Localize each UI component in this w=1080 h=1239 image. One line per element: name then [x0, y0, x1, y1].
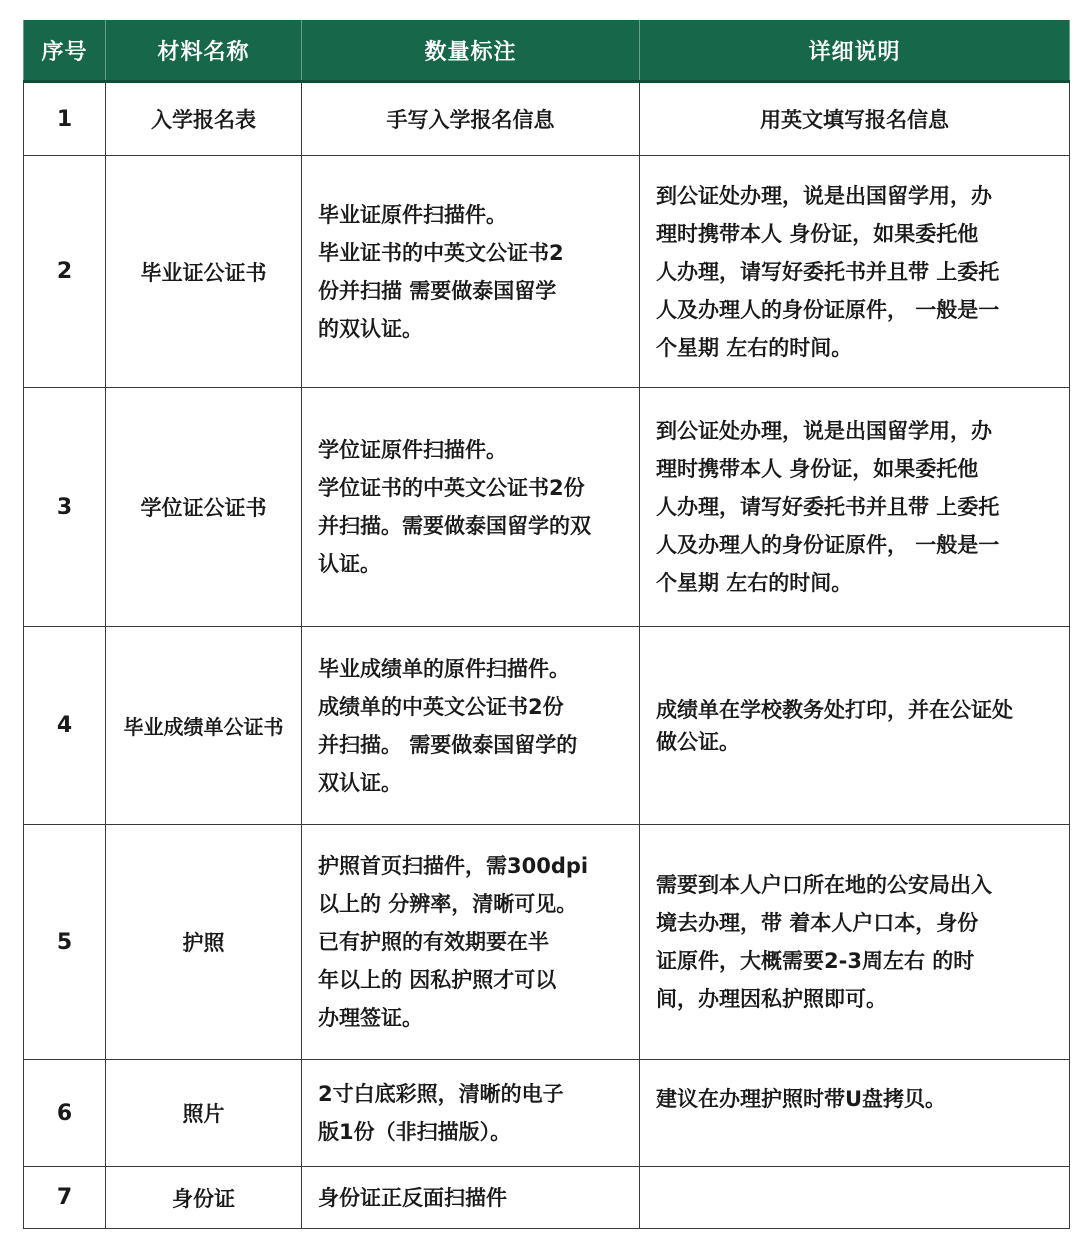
detail-line: 理时携带本人 身份证，如果委托他	[656, 221, 979, 246]
table-row	[24, 627, 1070, 825]
detail-line: 人及办理人的身份证原件， 一般是一	[656, 297, 1000, 322]
quantity-note	[302, 825, 640, 1060]
detail-line: 成绩单在学校教务处打印，并在公证处	[656, 697, 1013, 722]
quantity-line: 护照首页扫描件，需300dpi	[318, 854, 589, 878]
detail-note	[640, 82, 1070, 156]
row-number: 4	[24, 627, 106, 825]
detail-line: 人办理，请写好委托书并且带 上委托	[656, 495, 1000, 519]
quantity-line: 年以上的 因私护照才可以	[318, 968, 557, 992]
table-row	[24, 1167, 1070, 1229]
row-number: 2	[24, 156, 106, 388]
detail-line: 人及办理人的身份证原件， 一般是一	[656, 533, 1000, 557]
quantity-line: 并扫描。需要做泰国留学的双	[318, 514, 591, 538]
quantity-line: 毕业证原件扫描件。	[318, 202, 507, 227]
material-name: 毕业证公证书	[106, 156, 302, 388]
row-number: 5	[24, 825, 106, 1060]
quantity-line: 并扫描。 需要做泰国留学的	[318, 732, 578, 757]
table-row	[24, 1060, 1070, 1167]
quantity-note	[302, 1060, 640, 1167]
row-number: 6	[24, 1060, 106, 1167]
quantity-line: 双认证。	[318, 770, 402, 795]
detail-line: 个星期 左右的时间。	[656, 335, 853, 360]
quantity-line: 毕业成绩单的原件扫描件。	[318, 656, 570, 681]
detail-line: 境去办理，带 着本人户口本，身份	[656, 911, 979, 935]
quantity-note	[302, 156, 640, 388]
table-row	[24, 156, 1070, 388]
header-row	[24, 20, 1070, 82]
detail-line: 做公证。	[656, 729, 740, 754]
quantity-note	[302, 1167, 640, 1229]
row-number: 1	[24, 82, 106, 156]
detail-note	[640, 825, 1070, 1060]
header-details: 详细说明	[640, 20, 1070, 82]
detail-note	[640, 1167, 1070, 1229]
quantity-line: 成绩单的中英文公证书2份	[318, 694, 564, 719]
material-name: 毕业成绩单公证书	[106, 627, 302, 825]
detail-line: 建议在办理护照时带U盘拷贝。	[656, 1087, 947, 1111]
materials-table	[23, 20, 1070, 1229]
header-material-name: 材料名称	[106, 20, 302, 82]
quantity-line: 办理签证。	[318, 1006, 423, 1030]
quantity-line: 的双认证。	[318, 316, 423, 341]
detail-note	[640, 627, 1070, 825]
quantity-line: 手写入学报名信息	[386, 108, 555, 132]
detail-note	[640, 388, 1070, 627]
quantity-line: 毕业证书的中英文公证书2	[318, 240, 564, 265]
detail-line: 理时携带本人 身份证，如果委托他	[656, 457, 979, 481]
row-number: 3	[24, 388, 106, 627]
header-quantity: 数量标注	[302, 20, 640, 82]
material-name: 入学报名表	[106, 82, 302, 156]
table-row	[24, 388, 1070, 627]
detail-note	[640, 1060, 1070, 1167]
table-row	[24, 82, 1070, 156]
detail-line: 间，办理因私护照即可。	[656, 987, 887, 1011]
quantity-line: 版1份（非扫描版）。	[318, 1120, 512, 1144]
quantity-line: 学位证原件扫描件。	[318, 438, 507, 462]
header-index: 序号	[24, 20, 106, 82]
quantity-note	[302, 82, 640, 156]
quantity-line: 学位证书的中英文公证书2份	[318, 476, 585, 500]
quantity-line: 份并扫描 需要做泰国留学	[318, 278, 557, 303]
detail-note	[640, 156, 1070, 388]
row-number: 7	[24, 1167, 106, 1229]
material-name: 护照	[106, 825, 302, 1060]
material-name: 照片	[106, 1060, 302, 1167]
detail-line: 到公证处办理，说是出国留学用，办	[656, 183, 992, 208]
detail-line: 人办理，请写好委托书并且带 上委托	[656, 259, 1000, 284]
quantity-line: 以上的 分辨率，清晰可见。	[318, 892, 578, 916]
material-name: 身份证	[106, 1167, 302, 1229]
quantity-line: 已有护照的有效期要在半	[318, 930, 549, 954]
material-name: 学位证公证书	[106, 388, 302, 627]
detail-line: 到公证处办理，说是出国留学用，办	[656, 419, 992, 443]
quantity-line: 2寸白底彩照，清晰的电子	[318, 1082, 564, 1106]
quantity-line: 身份证正反面扫描件	[318, 1185, 507, 1210]
detail-line: 需要到本人户口所在地的公安局出入	[656, 873, 992, 897]
quantity-note	[302, 627, 640, 825]
detail-line: 个星期 左右的时间。	[656, 571, 853, 595]
quantity-note	[302, 388, 640, 627]
table-row	[24, 825, 1070, 1060]
detail-line: 用英文填写报名信息	[760, 108, 949, 132]
detail-line: 证原件，大概需要2-3周左右 的时	[656, 949, 975, 973]
quantity-line: 认证。	[318, 552, 381, 576]
